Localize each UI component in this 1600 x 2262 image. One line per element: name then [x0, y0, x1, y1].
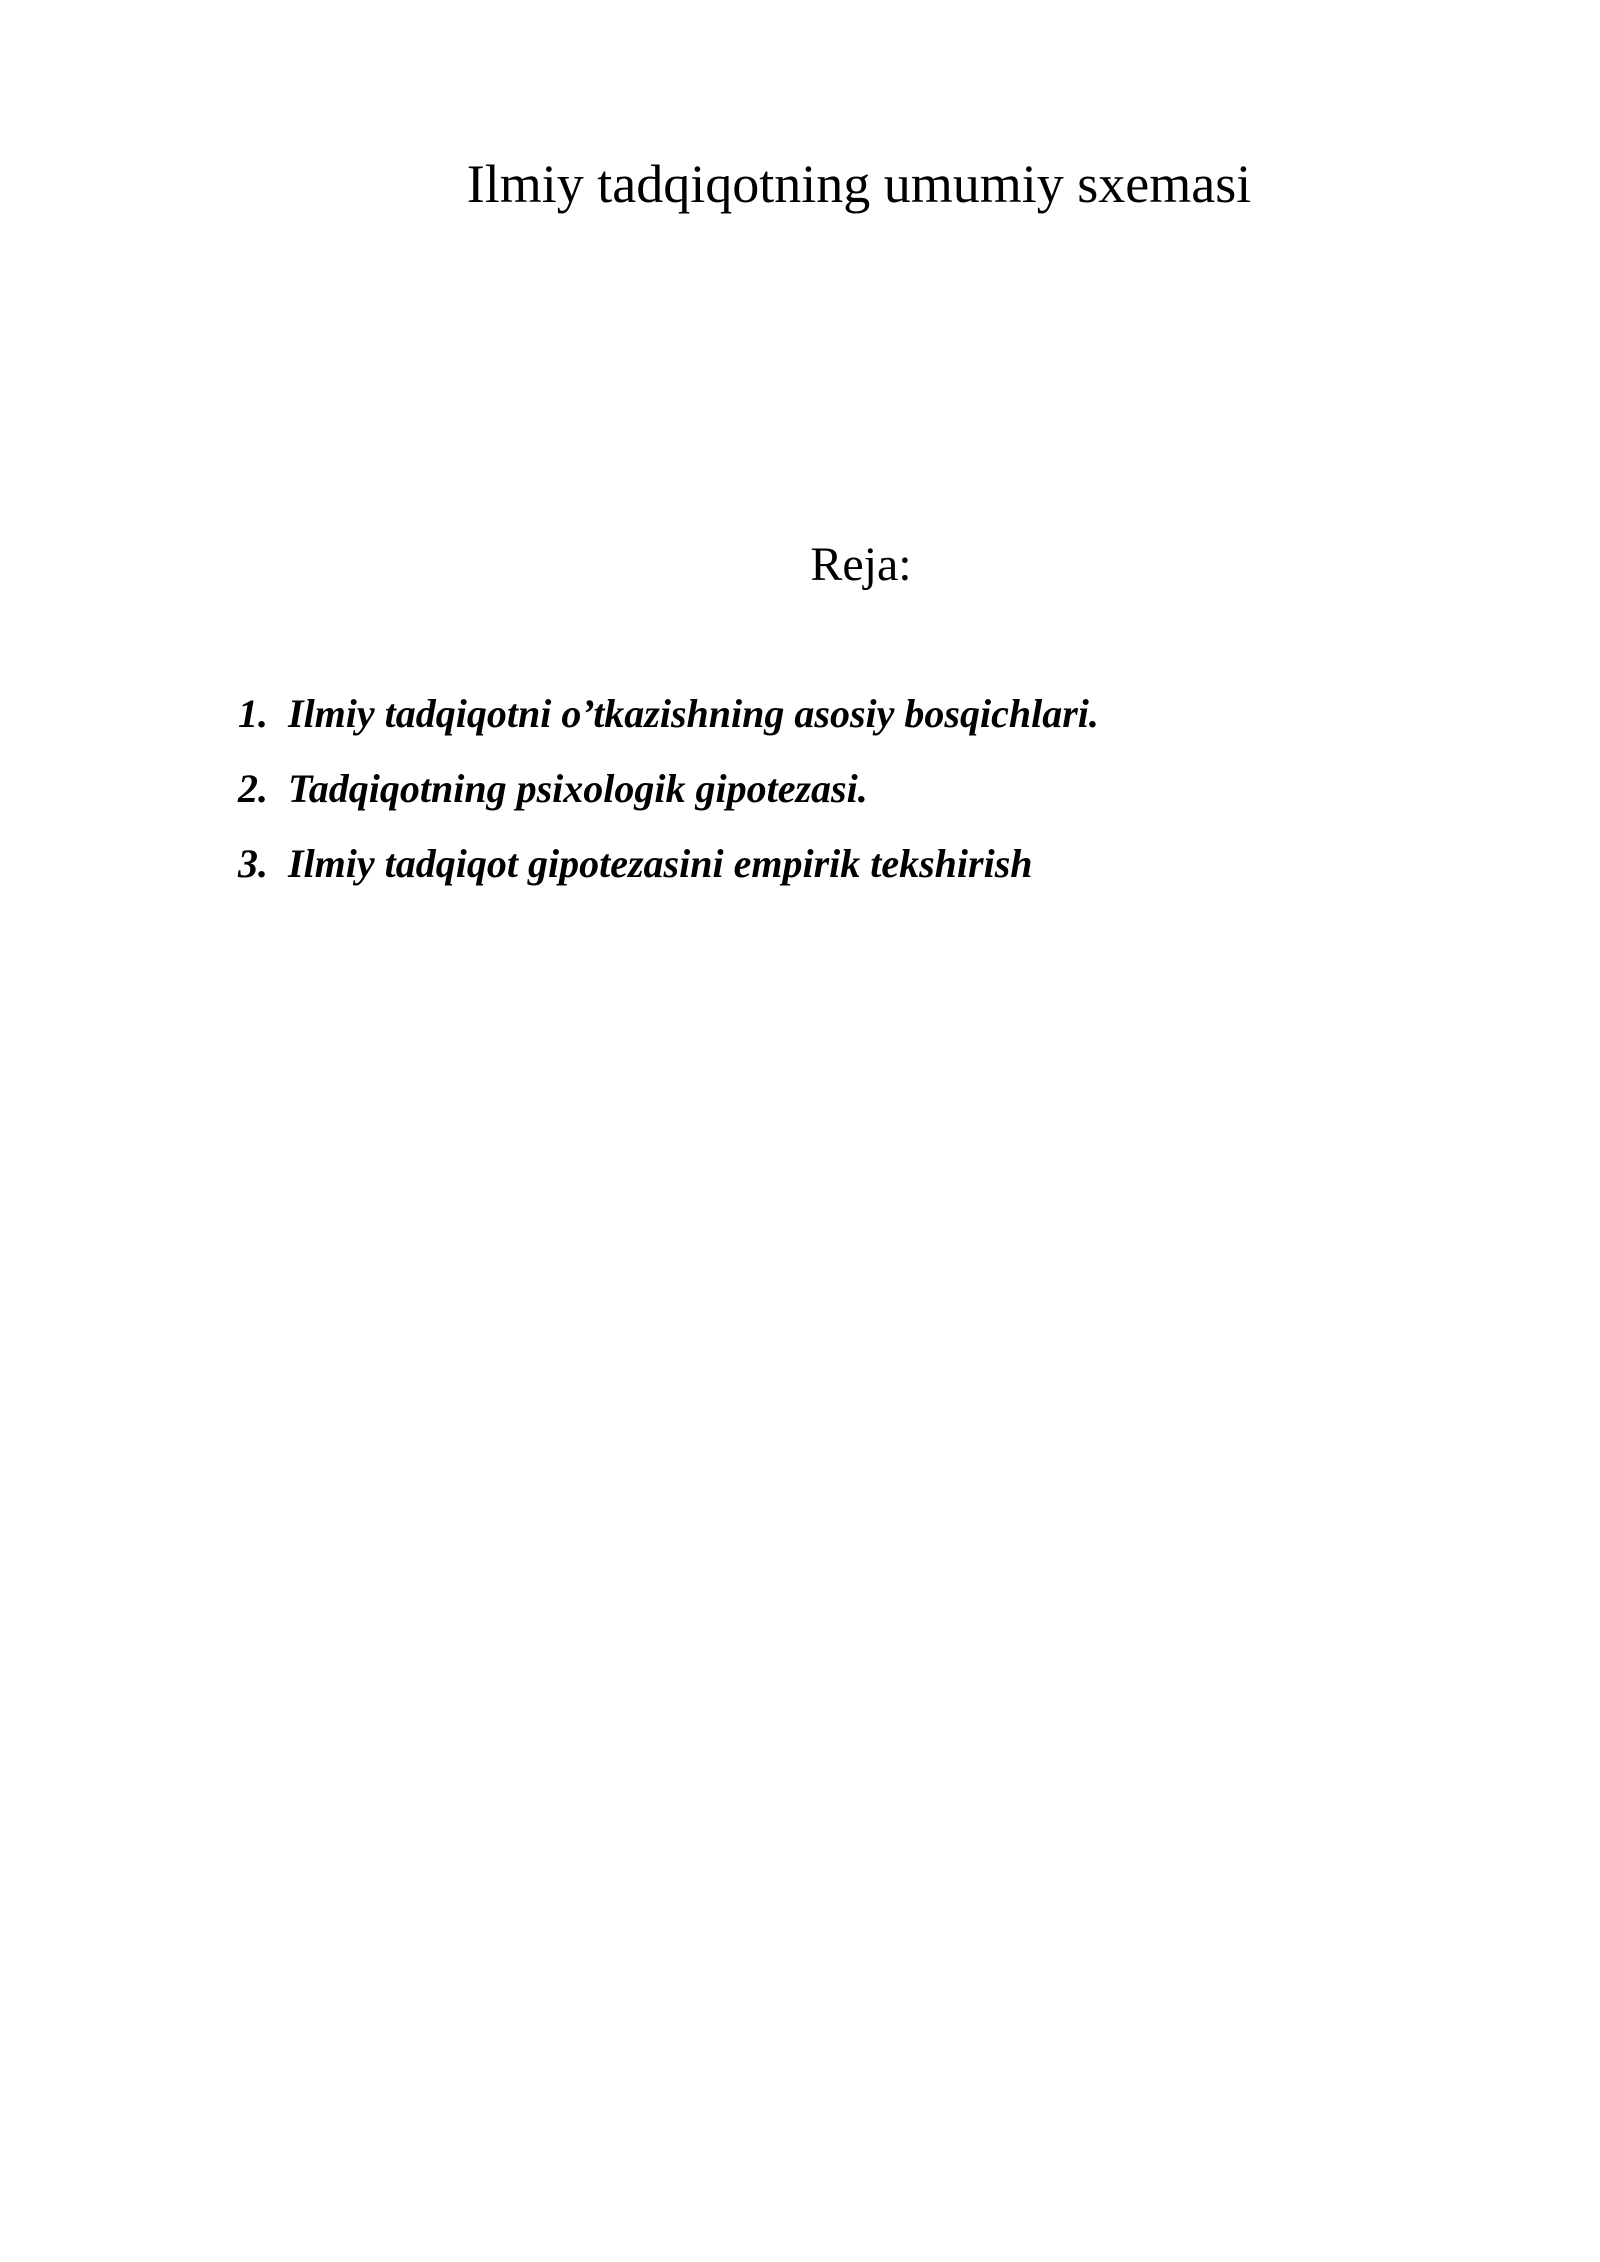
- plan-item-text: Ilmiy tadqiqot gipotezasini empirik tekshirish: [288, 841, 1033, 886]
- plan-list: [238, 684, 1099, 909]
- plan-item-text: Ilmiy tadqiqotni o’tkazishning asosiy bosqichlari.: [288, 691, 1099, 736]
- plan-item-1: [238, 684, 1099, 759]
- plan-item-text: Tadqiqotning psixologik gipotezasi.: [288, 766, 868, 811]
- plan-item-number: 3.: [238, 841, 268, 886]
- plan-item-2: [238, 759, 1099, 834]
- page-title: Ilmiy tadqiqotning umumiy sxemasi: [466, 154, 1252, 214]
- plan-item-number: 2.: [238, 766, 268, 811]
- plan-item-number: 1.: [238, 691, 268, 736]
- plan-heading: Reja:: [810, 538, 912, 591]
- plan-item-3: [238, 834, 1099, 909]
